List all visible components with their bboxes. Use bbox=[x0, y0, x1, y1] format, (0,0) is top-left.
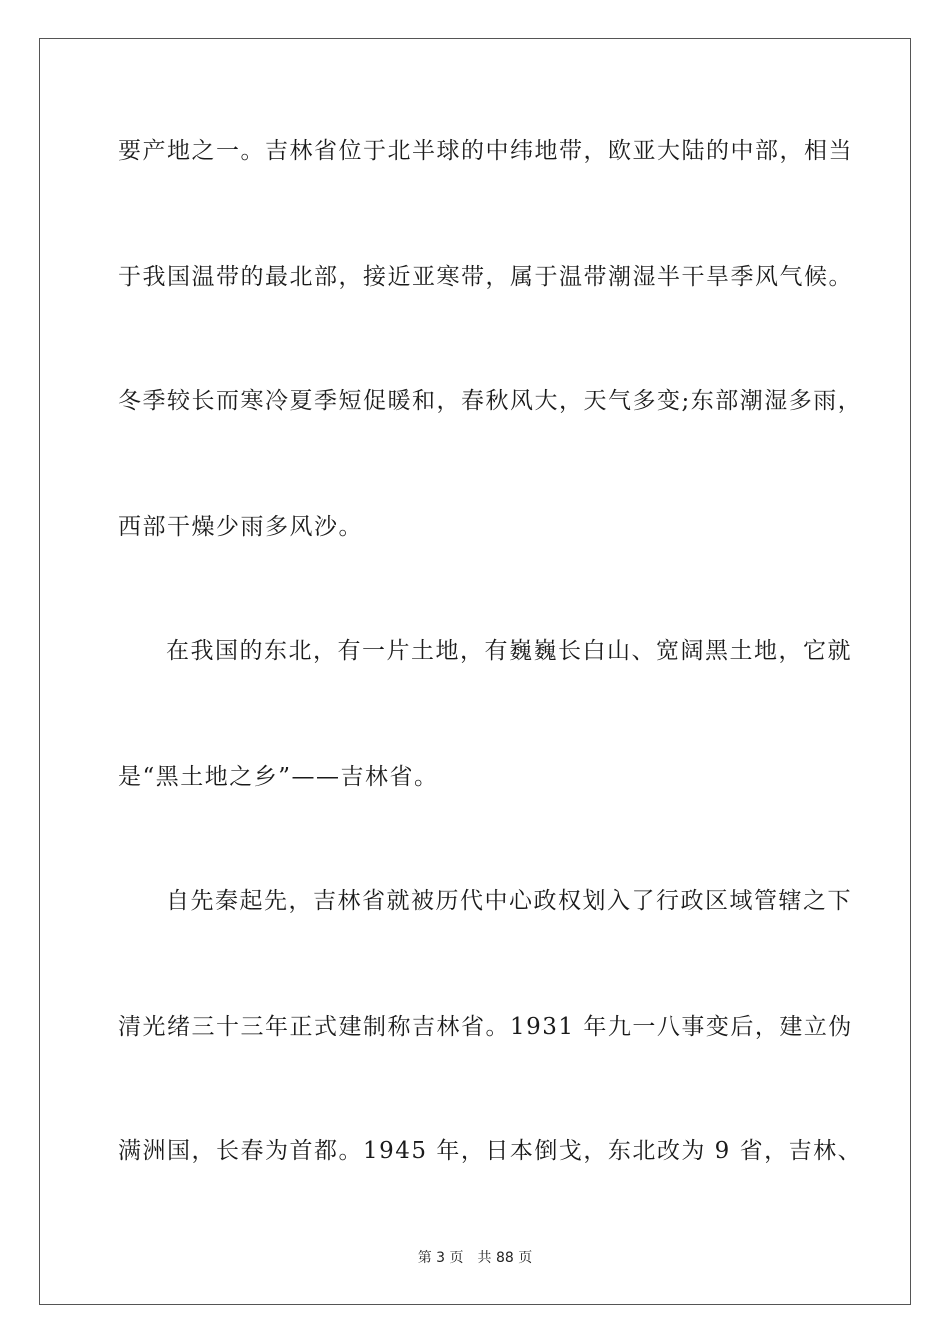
text-line-1: 要产地之一。吉林省位于北半球的中纬地带，欧亚大陆的中部，相当 bbox=[118, 138, 853, 164]
text-line-9: 满洲国，长春为首都。1945 年，日本倒戈，东北改为 9 省，吉林、 bbox=[118, 1138, 863, 1164]
page-total: 共 88 页 bbox=[477, 1250, 533, 1266]
text-line-5: 在我国的东北，有一片土地，有巍巍长白山、宽阔黑土地，它就 bbox=[166, 638, 852, 664]
page-border bbox=[39, 38, 911, 1305]
text-line-6: 是“黑土地之乡”——吉林省。 bbox=[118, 764, 439, 790]
text-line-2: 于我国温带的最北部，接近亚寒带，属于温带潮湿半干旱季风气候。 bbox=[118, 264, 853, 290]
page-footer bbox=[0, 1247, 950, 1267]
text-line-7: 自先秦起先，吉林省就被历代中心政权划入了行政区域管辖之下 bbox=[166, 888, 852, 914]
page-number: 第 3 页 bbox=[417, 1250, 464, 1266]
text-line-4: 西部干燥少雨多风沙。 bbox=[118, 514, 363, 540]
text-line-3: 冬季较长而寒冷夏季短促暖和，春秋风大，天气多变;东部潮湿多雨， bbox=[118, 388, 863, 414]
text-line-8: 清光绪三十三年正式建制称吉林省。1931 年九一八事变后，建立伪 bbox=[118, 1014, 853, 1040]
